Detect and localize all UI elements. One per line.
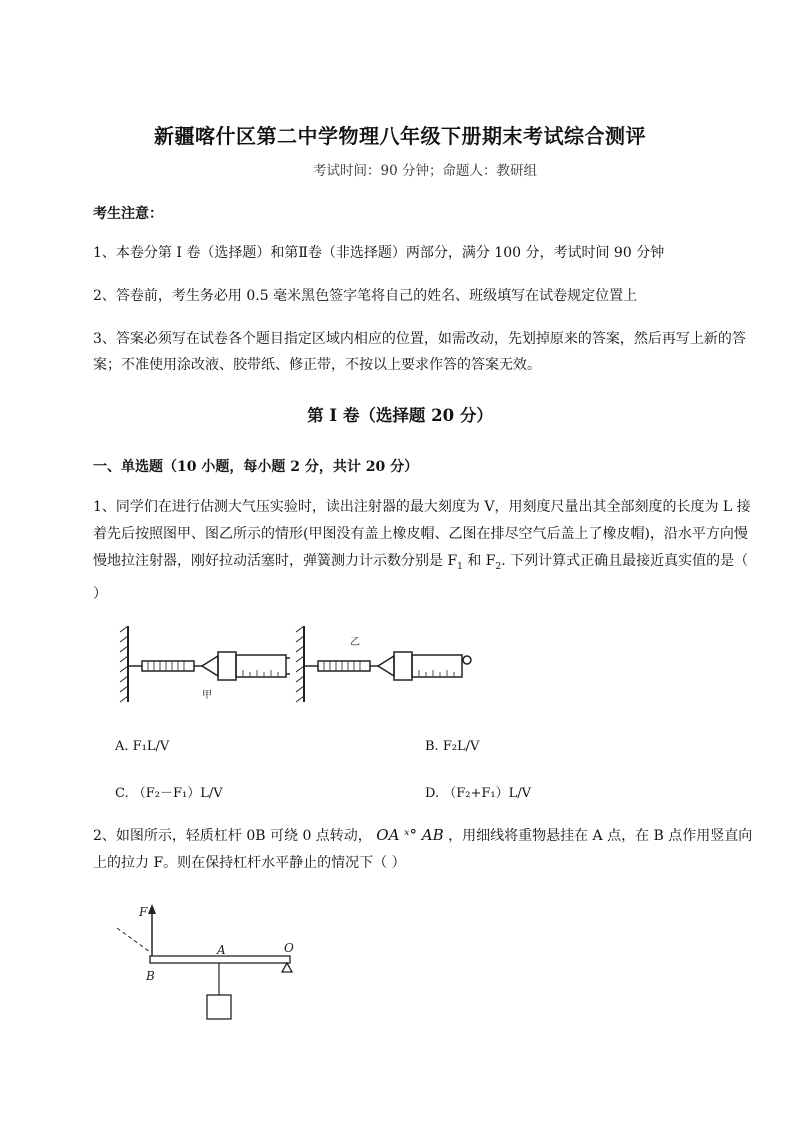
question-1-text: [93, 494, 753, 608]
question-1-text-b: 和 F: [462, 553, 496, 569]
wall-left-hatch: [120, 626, 128, 702]
pivot: [282, 963, 292, 972]
question-2-text-a: 2、如图所示，轻质杠杆 0B 可绕 0 点转动，: [93, 828, 372, 844]
force-arrow-head: [148, 904, 156, 914]
figure-label-right: 乙: [350, 637, 360, 648]
exam-title: 新疆喀什区第二中学物理八年级下册期末考试综合测评: [154, 124, 646, 148]
lever-bar: [150, 956, 290, 963]
label-a: A: [217, 943, 226, 957]
question-1-sub-2: 2: [495, 561, 502, 572]
option-a[interactable]: A. F₁L/V: [115, 739, 170, 754]
weight-block: [207, 995, 231, 1019]
label-b: B: [146, 969, 155, 983]
question-1-text-a: 1、同学们在进行估测大气压实验时，读出注射器的最大刻度为 V，用刻度尺量出其全部刻度的长度为 L 接着先后按照图甲、图乙所示的情形(甲图没有盖上橡皮帽、乙图在排尽空气后盖上了橡皮帽)，沿水平方向慢慢地拉注射器，刚好拉动活塞时，弹簧测力计示数分别是 F: [93, 499, 751, 569]
lever-figure: [112, 898, 312, 1028]
option-d[interactable]: D. （F₂+F₁）L/V: [425, 786, 531, 801]
apparatus-left: [128, 652, 290, 680]
option-c[interactable]: C. （F₂－F₁）L/V: [115, 786, 223, 801]
section-title: 第 I 卷（选择题 20 分）: [307, 406, 493, 425]
question-2-math: OA ˣ° AB: [376, 826, 444, 844]
notice-item-2: 2、答卷前，考生务必用 0.5 毫米黑色签字笔将自己的姓名、班级填写在试卷规定位置上: [93, 288, 638, 304]
figure-label-left: 甲: [202, 690, 212, 701]
dashed-line: [117, 928, 150, 952]
notice-item-3: 3、答案必须写在试卷各个题目指定区域内相应的位置，如需改动，先划掉原来的答案，然后再写上新的答案；不准使用涂改液、胶带纸、修正带，不按以上要求作答的答案无效。: [93, 331, 746, 373]
wall-right-hatch: [296, 626, 304, 702]
label-f: F: [139, 905, 148, 919]
label-o: O: [284, 941, 294, 955]
option-b[interactable]: B. F₂L/V: [425, 739, 480, 754]
question-2-text: [93, 822, 753, 877]
question-2-text-b: ，用细线将重物悬挂在 A 点，在 B 点作用竖直向上的拉力 F。则在保持杠杆水平静止的情况下（ ）: [93, 828, 753, 871]
exam-subtitle: 考试时间：90 分钟；命题人：教研组: [313, 163, 537, 179]
question-1-text-c: . 下列计算式正确且最接近真实值的是（ ）: [93, 553, 749, 602]
notice-heading: 考生注意：: [93, 206, 163, 222]
apparatus-right: [304, 652, 471, 680]
section-heading: 一、单选题（10 小题，每小题 2 分，共计 20 分）: [93, 459, 419, 475]
syringe-figure: [118, 618, 478, 712]
notice-item-1: 1、本卷分第 I 卷（选择题）和第Ⅱ卷（非选择题）两部分，满分 100 分，考试时间 90 分钟: [93, 245, 665, 261]
question-1-sub-1: 1: [457, 561, 463, 572]
